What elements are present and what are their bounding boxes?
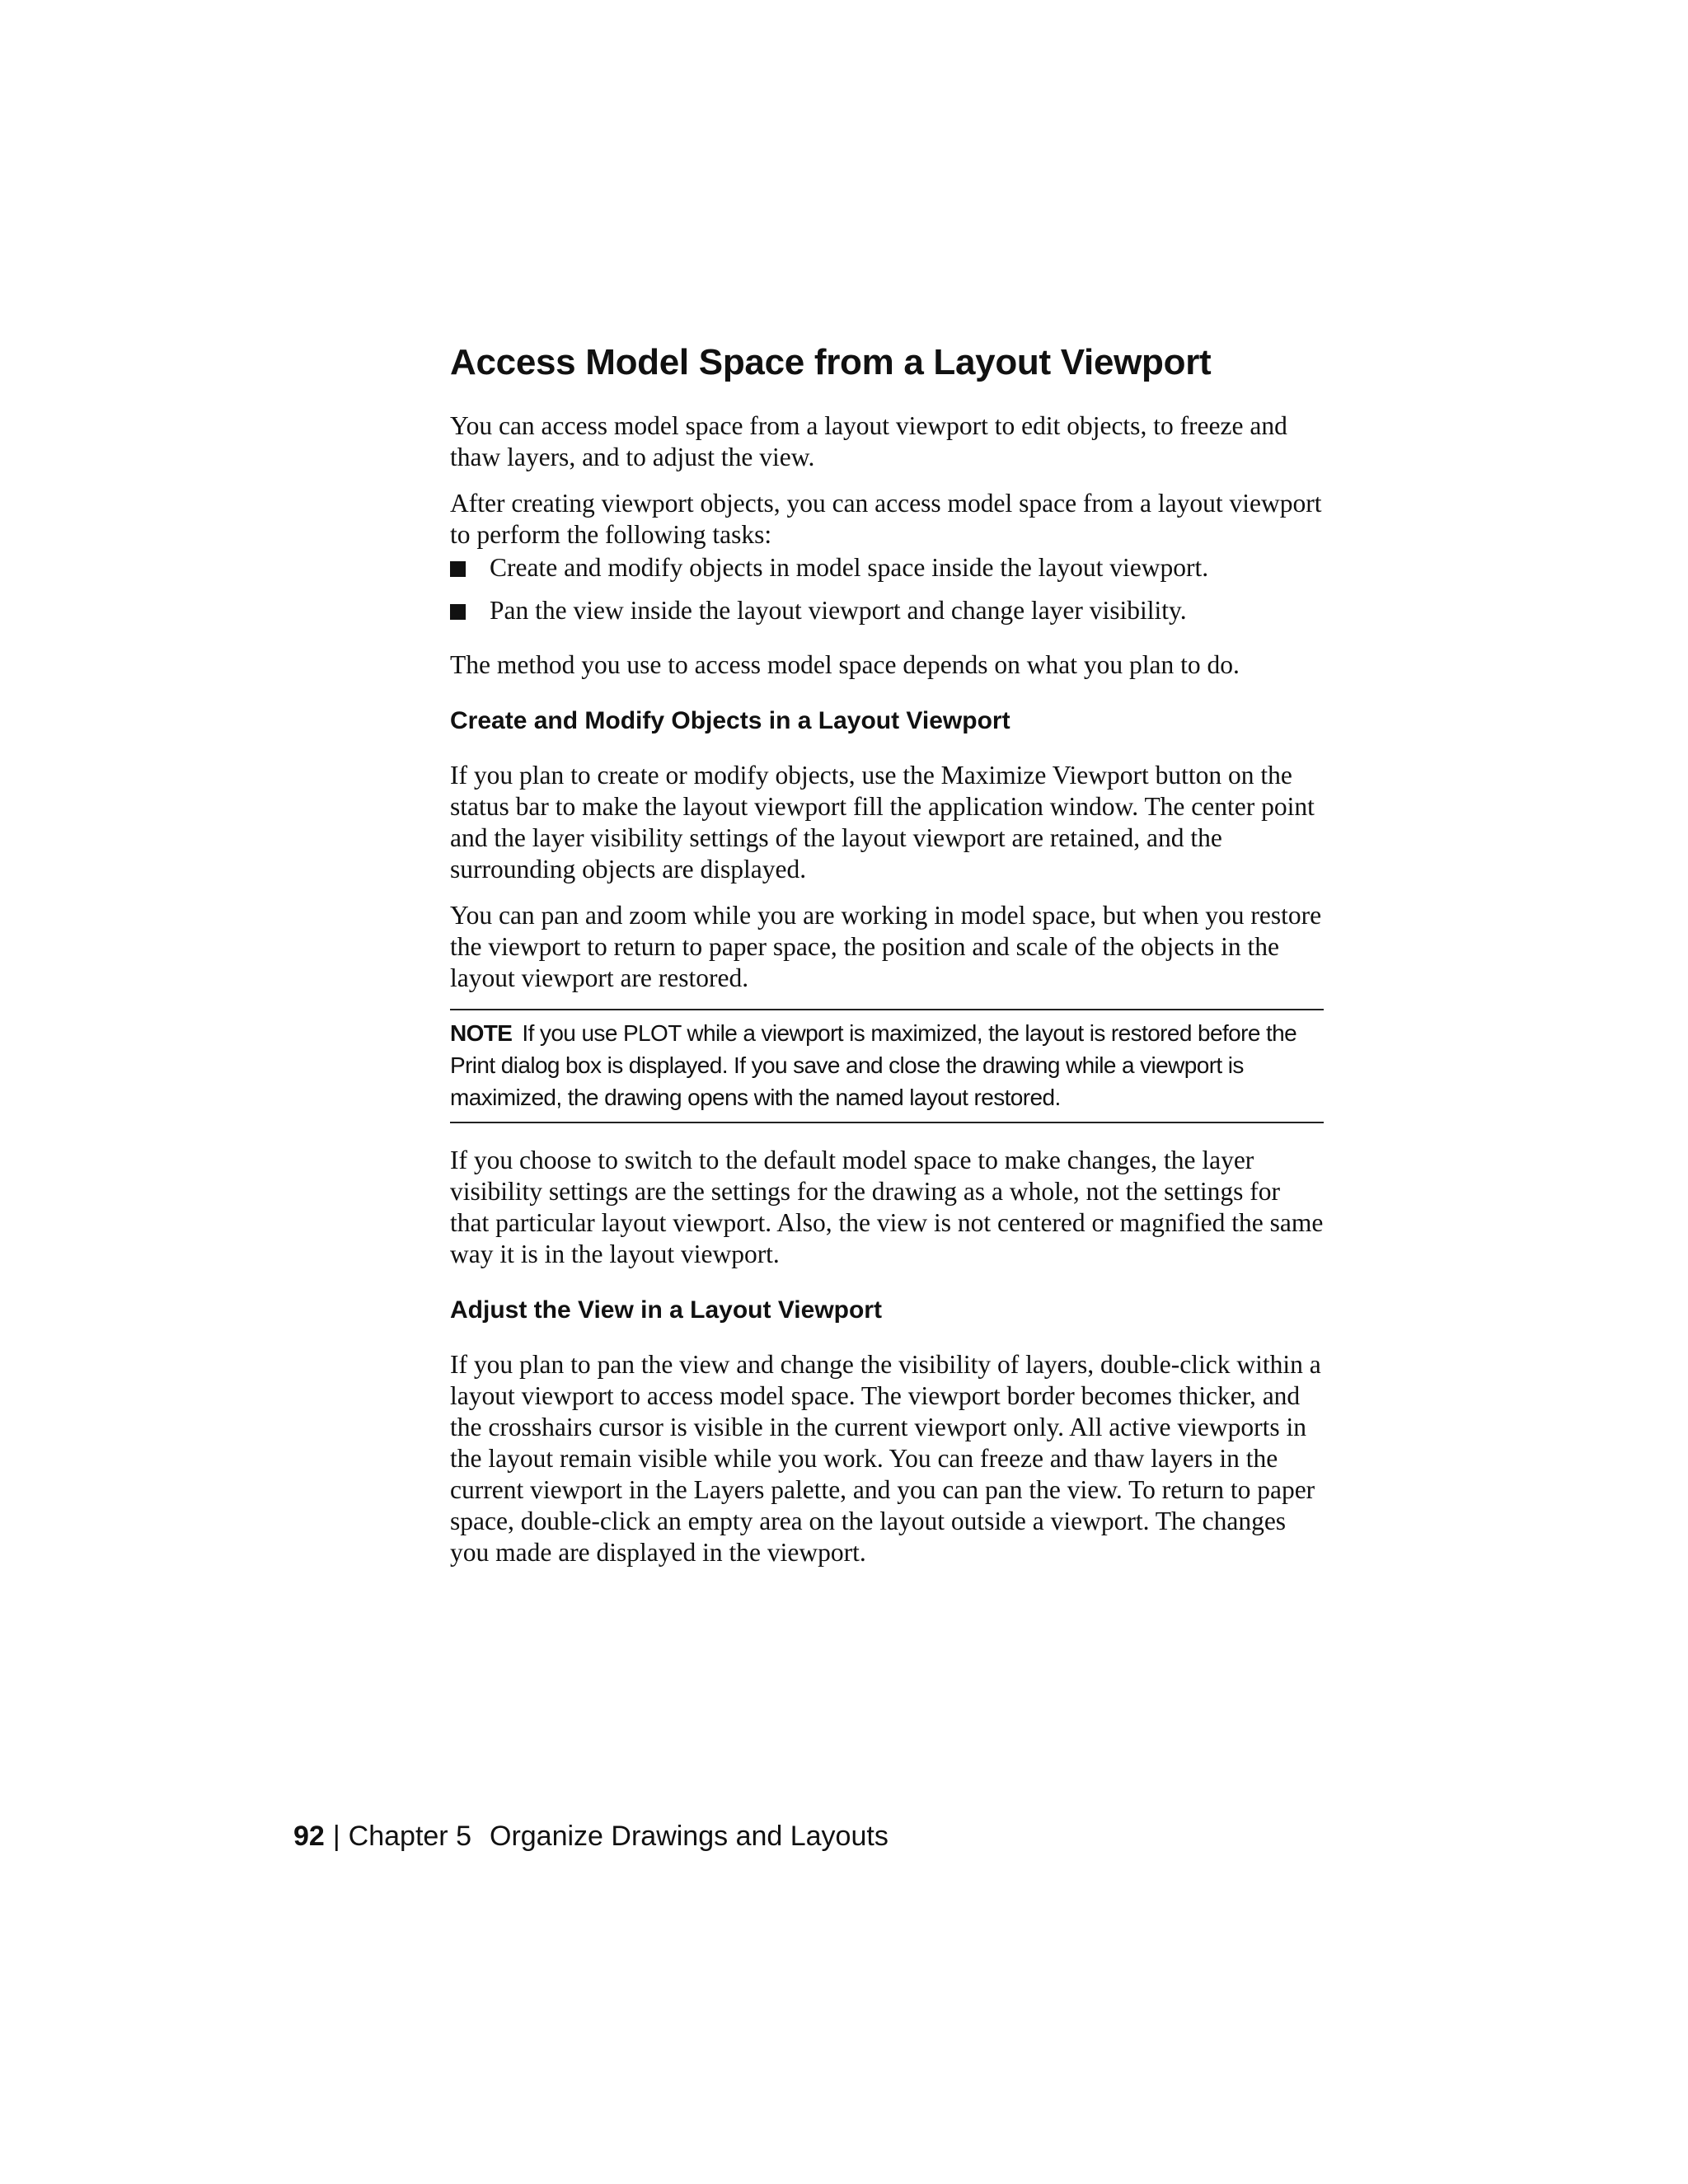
page-footer bbox=[293, 1818, 889, 1854]
note-box bbox=[450, 1009, 1324, 1123]
page-content bbox=[450, 340, 1324, 1583]
section-paragraph: You can pan and zoom while you are working in model space, but when you restore the viewport to return to paper space, the position and scale of the objects in the layout viewport are restored. bbox=[450, 901, 1322, 992]
method-paragraph: The method you use to access model space depends on what you plan to do. bbox=[450, 650, 1240, 679]
intro-paragraph: You can access model space from a layout viewport to edit objects, to freeze and thaw layers, and to adjust the view. bbox=[450, 411, 1287, 471]
footer-separator: | bbox=[332, 1821, 340, 1852]
chapter-title: Organize Drawings and Layouts bbox=[490, 1821, 889, 1852]
note-label: NOTE bbox=[450, 1020, 513, 1046]
section-heading-create-modify: Create and Modify Objects in a Layout Viewport bbox=[450, 707, 1010, 734]
section-paragraph: If you plan to pan the view and change the visibility of layers, double-click within a layout viewport to access model space. The viewport border becomes thicker, and the crosshairs cursor is visible in the current viewport only. All active viewports in the layout remain visible while you work. You can freeze and thaw layers in the current viewport in the Layers palette, and you can pan the view. To return to paper space, double-click an empty area on the layout outside a viewport. The changes you made are displayed in the viewport. bbox=[450, 1350, 1321, 1567]
square-bullet-icon bbox=[450, 561, 466, 577]
note-text: If you use PLOT while a viewport is maximized, the layout is restored before the Print dialog box is displayed. If you save and close the drawing while a viewport is maximized, the drawing opens with the named layout restored. bbox=[450, 1020, 1297, 1110]
section-paragraph: If you plan to create or modify objects, use the Maximize Viewport button on the status bar to make the layout viewport fill the application window. The center point and the layer visibility settings of the layout viewport are retained, and the surrounding objects are displayed. bbox=[450, 761, 1315, 883]
list-item bbox=[450, 552, 1324, 583]
page-number: 92 bbox=[293, 1821, 325, 1852]
page-title: Access Model Space from a Layout Viewport bbox=[450, 342, 1212, 382]
square-bullet-icon bbox=[450, 604, 466, 620]
section-heading-adjust-view: Adjust the View in a Layout Viewport bbox=[450, 1296, 882, 1324]
task-list bbox=[450, 552, 1324, 626]
list-item bbox=[450, 595, 1324, 626]
section-paragraph: If you choose to switch to the default model space to make changes, the layer visibility settings are the settings for the drawing as a whole, not the settings for that particular layout viewport. Also, the view is not centered or magnified the same way it is in the layout viewport. bbox=[450, 1146, 1324, 1268]
tasks-intro-paragraph: After creating viewport objects, you can access model space from a layout viewport to perform the following tasks: bbox=[450, 489, 1322, 549]
list-item-text: Pan the view inside the layout viewport and change layer visibility. bbox=[490, 596, 1187, 625]
list-item-text: Create and modify objects in model space inside the layout viewport. bbox=[490, 553, 1209, 582]
chapter-label: Chapter 5 bbox=[348, 1821, 471, 1852]
